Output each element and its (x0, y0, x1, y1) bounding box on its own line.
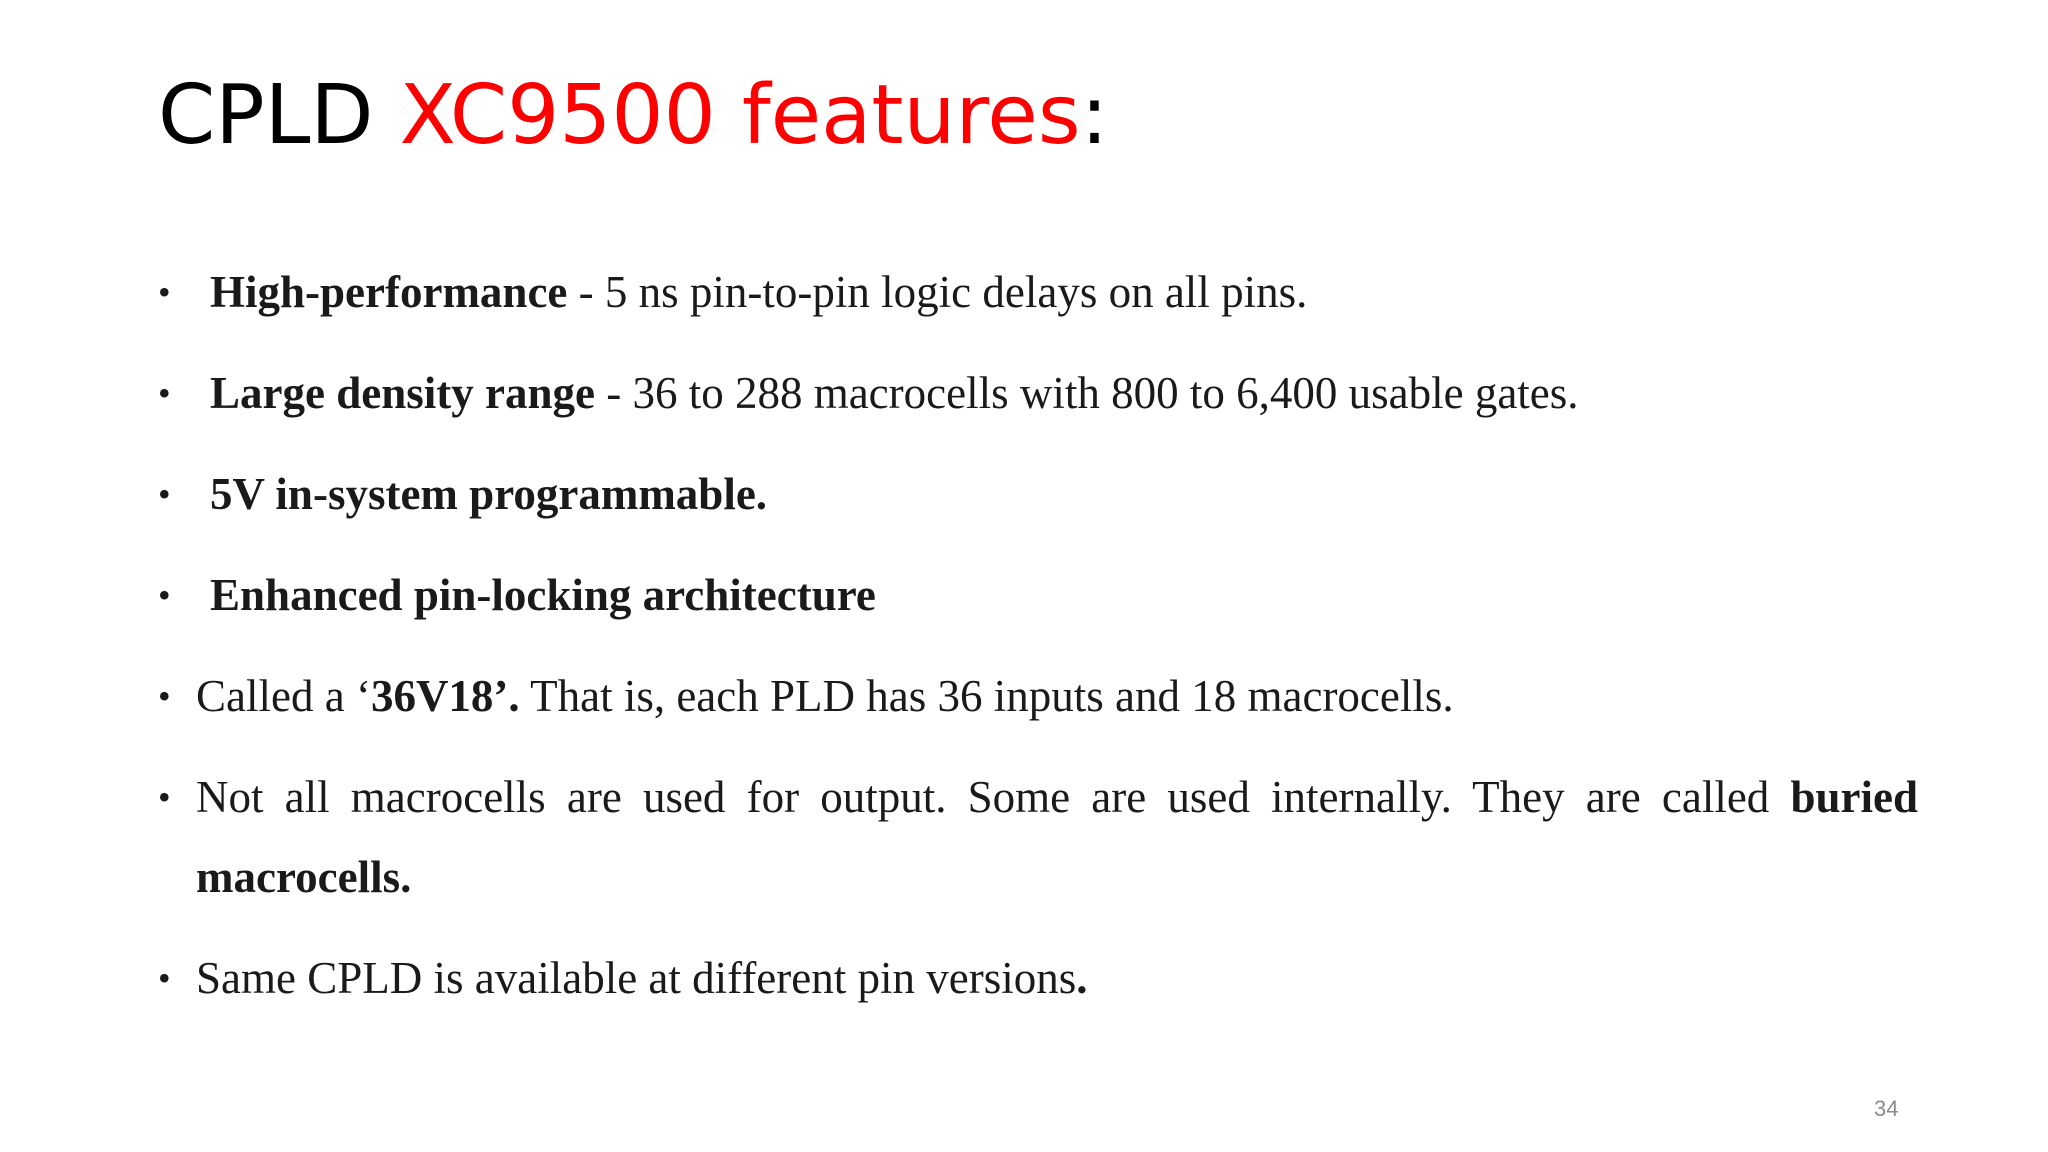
bullet-text (196, 671, 1454, 721)
bullet-icon: • (158, 373, 171, 413)
bullet-item (158, 555, 1918, 635)
bullet-pre: Same CPLD is available at different pin versions (196, 953, 1077, 1003)
bullet-icon: • (158, 777, 171, 817)
bullet-bold: 5V in-system programmable. (210, 469, 768, 519)
bullet-text (196, 757, 1918, 917)
bullet-icon: • (158, 474, 171, 514)
bullet-text (196, 953, 1087, 1003)
title-suffix: : (1080, 68, 1109, 163)
bullet-text (196, 555, 876, 635)
bullet-item (158, 454, 1918, 534)
bullet-icon: • (158, 958, 171, 998)
page-number: 34 (1874, 1096, 1899, 1121)
bullet-icon: • (158, 272, 171, 312)
title-prefix: CPLD (158, 68, 400, 163)
bullet-text (196, 353, 1579, 433)
bullet-text (196, 454, 767, 534)
bullet-bold: . (1076, 953, 1088, 1003)
bullet-icon: • (158, 575, 171, 615)
title-accent: XC9500 features (399, 68, 1081, 163)
bullet-bold: buried macrocells. (196, 772, 1918, 902)
bullet-pre: Not all macrocells are used for output. Some are used internally. They are called (196, 772, 1791, 822)
bullet-item (158, 656, 1918, 736)
bullet-icon: • (158, 676, 171, 716)
bullet-bold: Large density range (210, 368, 595, 418)
bullet-rest: - 5 ns pin-to-pin logic delays on all pins. (567, 267, 1308, 317)
bullet-pre: Called a ‘ (196, 671, 371, 721)
bullet-rest: - 36 to 288 macrocells with 800 to 6,400 usable gates. (594, 368, 1579, 418)
bullet-item (158, 252, 1918, 332)
bullet-item (158, 353, 1918, 433)
bullet-bold: Enhanced pin-locking architecture (210, 570, 876, 620)
bullet-item (158, 938, 1918, 1018)
bullet-bold: High-performance (210, 267, 568, 317)
bullet-bold: 36V18’. (370, 671, 520, 721)
bullet-item (158, 757, 1918, 917)
bullet-list (158, 252, 1918, 1039)
bullet-rest: That is, each PLD has 36 inputs and 18 macrocells. (519, 671, 1454, 721)
bullet-text (196, 252, 1307, 332)
slide-title (158, 66, 1108, 166)
